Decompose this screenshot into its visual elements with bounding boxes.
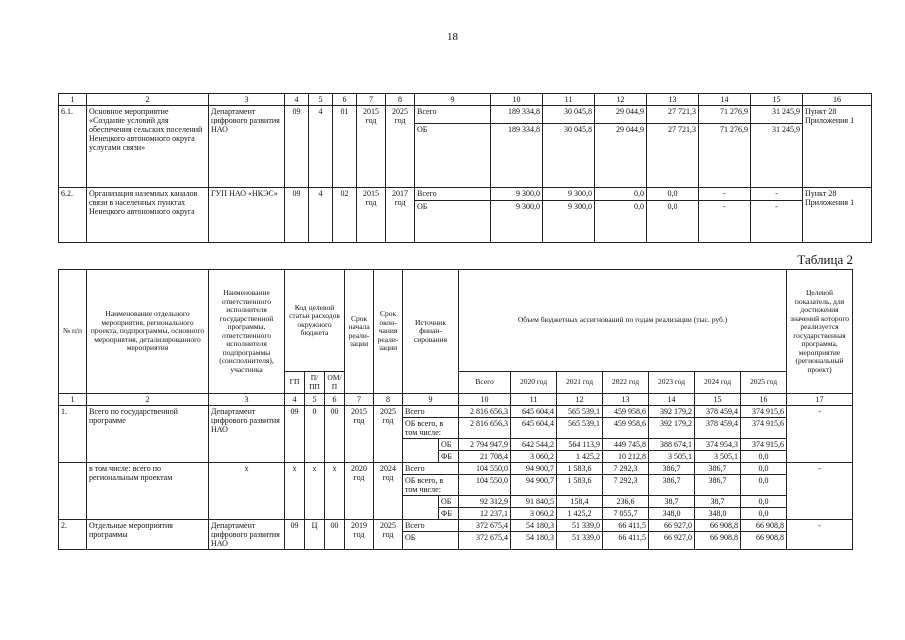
code-gp: 09 [285,520,305,550]
value-cell: 71 276,9 [699,124,751,188]
code-pp: x [305,463,325,520]
header-year: 2025 год [741,372,787,394]
table-row [59,188,872,201]
value-cell: 348,0 [695,508,741,520]
funding-source: ОБ [415,124,491,188]
col-num: 12 [595,94,647,106]
value-cell: 10 212,8 [603,451,649,463]
code-pp: 4 [309,188,333,243]
code-om: 02 [333,188,357,243]
header-kbk: Код целевой статьи расходов окружного бюджета [285,270,345,372]
col-num: 11 [511,394,557,406]
value-cell: 51 339,0 [557,520,603,532]
col-num: 14 [649,394,695,406]
table-row [59,106,872,124]
value-cell: 38,7 [649,496,695,508]
code-gp: x [285,463,305,520]
header-om: ОМ/ П [325,372,345,394]
table-budget [58,269,853,550]
value-cell: 27 721,3 [647,124,699,188]
header-name: Наименование отдельного мероприятия, регионального проекта, подпрограммы, основного мероприятия, детализированного мероприятия [87,270,209,394]
value-cell: 459 958,6 [603,406,649,418]
executor: x [209,463,285,520]
header-pp: П/ ПП [305,372,325,394]
note: Пункт 28 Приложения 1 [803,188,872,243]
value-cell: 1 583,6 [557,475,603,496]
funding-source: ФБ [439,508,459,520]
code-om: 00 [325,406,345,463]
header-num: № п/п [59,270,87,394]
value-cell: 66 908,8 [695,520,741,532]
value-cell: 378 459,4 [695,418,741,439]
value-cell: 642 544,2 [511,439,557,451]
col-num: 3 [209,394,285,406]
value-cell: 7 292,3 [603,463,649,475]
value-cell: 29 044,9 [595,106,647,124]
funding-source: Всего [415,106,491,124]
executor: Департамент цифрового развития НАО [209,406,285,463]
funding-source: ОБ всего, в том числе: [403,418,459,439]
activity-name: Основное мероприятие «Создание условий для обеспечения сельских поселений Ненецкого автономного округа услугами связи» [87,106,209,188]
value-cell: 348,0 [649,508,695,520]
funding-source: ОБ [415,201,491,243]
value-cell: 372 675,4 [459,532,511,550]
value-cell: 94 900,7 [511,463,557,475]
col-num: 6 [325,394,345,406]
value-cell: 386,7 [649,475,695,496]
value-cell: 104 550,0 [459,475,511,496]
value-cell: 388 674,1 [649,439,695,451]
value-cell: 66 927,0 [649,520,695,532]
end-year: 2025 год [386,106,415,188]
value-cell: 0,0 [741,496,787,508]
col-num: 14 [699,94,751,106]
col-num: 13 [647,94,699,106]
value-cell: 104 550,0 [459,463,511,475]
value-cell: 449 745,8 [603,439,649,451]
value-cell: 189 334,8 [491,106,543,124]
value-cell: 459 958,6 [603,418,649,439]
value-cell: 9 300,0 [543,188,595,201]
value-cell: 54 180,3 [511,520,557,532]
value-cell: 189 334,8 [491,124,543,188]
value-cell: 66 411,5 [603,532,649,550]
col-num: 6 [333,94,357,106]
value-cell: 94 900,7 [511,475,557,496]
value-cell: 392 179,2 [649,406,695,418]
value-cell: 3 505,1 [695,451,741,463]
row-number: 6.1. [59,106,87,188]
table-row [59,406,853,418]
code-om: x [325,463,345,520]
value-cell: 9 300,0 [491,201,543,243]
value-cell: 1 425,2 [557,508,603,520]
value-cell: 31 245,9 [751,106,803,124]
end-year: 2025 год [374,520,403,550]
value-cell: 66 411,5 [603,520,649,532]
header-start: Срок начала реали-зации [345,270,374,394]
header-target: Целевой показатель, для достижения значений которого реализуется государственная программа, мероприятие (региональный проект) [787,270,853,394]
value-cell: 66 927,0 [649,532,695,550]
value-cell: 645 604,4 [511,418,557,439]
table-caption: Таблица 2 [797,252,853,267]
value-cell: 2 816 656,3 [459,406,511,418]
code-gp: 09 [285,188,309,243]
header-gp: ГП [285,372,305,394]
col-num: 16 [803,94,872,106]
value-cell: 38,7 [695,496,741,508]
code-gp: 09 [285,106,309,188]
value-cell: 54 180,3 [511,532,557,550]
funding-source: ОБ [439,496,459,508]
value-cell: 386,7 [695,475,741,496]
funding-source: Всего [403,520,459,532]
col-num: 11 [543,94,595,106]
value-cell: 386,7 [695,463,741,475]
col-num: 15 [695,394,741,406]
code-om: 00 [325,520,345,550]
header-year: 2022 год [603,372,649,394]
value-cell: 372 675,4 [459,520,511,532]
value-cell: 0,0 [595,201,647,243]
value-cell: 374 915,6 [741,406,787,418]
start-year: 2015 год [357,106,386,188]
value-cell: 158,4 [557,496,603,508]
end-year: 2024 год [374,463,403,520]
value-cell: 66 908,8 [741,532,787,550]
target-indicator: - [787,520,853,550]
end-year: 2025 год [374,406,403,463]
value-cell: 12 237,1 [459,508,511,520]
value-cell: 30 045,8 [543,106,595,124]
value-cell: 0,0 [741,475,787,496]
header-source: Источник финан-сирования [403,270,459,394]
value-cell: 0,0 [741,463,787,475]
value-cell: 0,0 [647,201,699,243]
value-cell: 386,7 [649,463,695,475]
col-num: 3 [209,94,285,106]
code-pp: Ц [305,520,325,550]
value-cell: 1 425,2 [557,451,603,463]
value-cell: 91 840,5 [511,496,557,508]
col-num: 9 [415,94,491,106]
header-volume: Объем бюджетных ассигнований по годам реализации (тыс. руб.) [459,270,787,372]
funding-source: Всего [403,406,459,418]
col-num: 2 [87,94,209,106]
value-cell: 374 954,3 [695,439,741,451]
funding-source: Всего [415,188,491,201]
funding-source: Всего [403,463,459,475]
value-cell: 21 708,4 [459,451,511,463]
value-cell: 71 276,9 [699,106,751,124]
col-num: 9 [403,394,459,406]
start-year: 2019 год [345,520,374,550]
col-num: 15 [751,94,803,106]
page-number: 18 [447,31,458,43]
col-num: 16 [741,394,787,406]
value-cell: 1 583,6 [557,463,603,475]
header-year: Всего [459,372,511,394]
table-activities-6 [58,93,872,243]
value-cell: 66 908,8 [695,532,741,550]
funding-source: ОБ [439,439,459,451]
header-year: 2020 год [511,372,557,394]
col-num: 8 [374,394,403,406]
header-year: 2023 год [649,372,695,394]
value-cell: 51 339,0 [557,532,603,550]
header-end: Срок окон-чания реали-зации [374,270,403,394]
value-cell: 7 055,7 [603,508,649,520]
activity-name: Отдельные мероприятия программы [87,520,209,550]
value-cell: - [751,201,803,243]
col-num: 17 [787,394,853,406]
col-num: 2 [87,394,209,406]
col-num: 5 [309,94,333,106]
header-year: 2024 год [695,372,741,394]
value-cell: 565 539,1 [557,418,603,439]
value-cell: 3 060,2 [511,508,557,520]
value-cell: 392 179,2 [649,418,695,439]
value-cell: 7 292,3 [603,475,649,496]
activity-name: Всего по государственной программе [87,406,209,463]
start-year: 2015 год [345,406,374,463]
value-cell: 29 044,9 [595,124,647,188]
funding-source: ОБ [403,532,459,550]
activity-name: Организация наземных каналов связи в населенных пунктах Ненецкого автономного округа [87,188,209,243]
funding-source: ФБ [439,451,459,463]
value-cell: 0,0 [647,188,699,201]
value-cell: 0,0 [741,451,787,463]
col-num: 5 [305,394,325,406]
value-cell: 66 908,8 [741,520,787,532]
start-year: 2015 год [357,188,386,243]
target-indicator: - [787,463,853,520]
value-cell: 3 505,1 [649,451,695,463]
col-num: 10 [459,394,511,406]
value-cell: 2 816 656,3 [459,418,511,439]
code-om: 01 [333,106,357,188]
value-cell: - [699,188,751,201]
funding-source: ОБ всего, в том числе: [403,475,459,496]
col-num: 10 [491,94,543,106]
end-year: 2017 год [386,188,415,243]
note: Пункт 28 Приложения 1 [803,106,872,188]
value-cell: 3 060,2 [511,451,557,463]
value-cell: 27 721,3 [647,106,699,124]
table-row [59,463,853,475]
value-cell: 374 915,6 [741,418,787,439]
col-num: 7 [357,94,386,106]
value-cell: 236,6 [603,496,649,508]
value-cell: 565 539,1 [557,406,603,418]
col-num: 12 [557,394,603,406]
row-number: 1. [59,406,87,463]
executor: Департамент цифрового развития НАО [209,106,285,188]
value-cell: 9 300,0 [491,188,543,201]
value-cell: 30 045,8 [543,124,595,188]
value-cell: 564 113,9 [557,439,603,451]
value-cell: 9 300,0 [543,201,595,243]
value-cell: 645 604,4 [511,406,557,418]
value-cell: - [751,188,803,201]
col-num: 13 [603,394,649,406]
col-num: 4 [285,94,309,106]
col-num: 4 [285,394,305,406]
header-year: 2021 год [557,372,603,394]
code-pp: 4 [309,106,333,188]
code-pp: 0 [305,406,325,463]
row-number: 6.2. [59,188,87,243]
col-num: 1 [59,394,87,406]
col-num: 7 [345,394,374,406]
header-executor: Наименование ответственного исполнителя государственной программы, ответственного исполнителя подпрограммы (соисполнителя), участника [209,270,285,394]
value-cell: 0,0 [741,508,787,520]
column-number-row [59,394,853,406]
value-cell: - [699,201,751,243]
col-num: 1 [59,94,87,106]
row-number: 2. [59,520,87,550]
code-gp: 09 [285,406,305,463]
activity-name: в том числе: всего по региональным проектам [87,463,209,520]
table-row [59,520,853,532]
value-cell: 378 459,4 [695,406,741,418]
value-cell: 2 794 947,9 [459,439,511,451]
column-number-row [59,94,872,106]
executor: Департамент цифрового развития НАО [209,520,285,550]
value-cell: 0,0 [595,188,647,201]
value-cell: 31 245,9 [751,124,803,188]
value-cell: 374 915,6 [741,439,787,451]
executor: ГУП НАО «НКЭС» [209,188,285,243]
value-cell: 92 312,9 [459,496,511,508]
target-indicator: - [787,406,853,463]
col-num: 8 [386,94,415,106]
start-year: 2020 год [345,463,374,520]
